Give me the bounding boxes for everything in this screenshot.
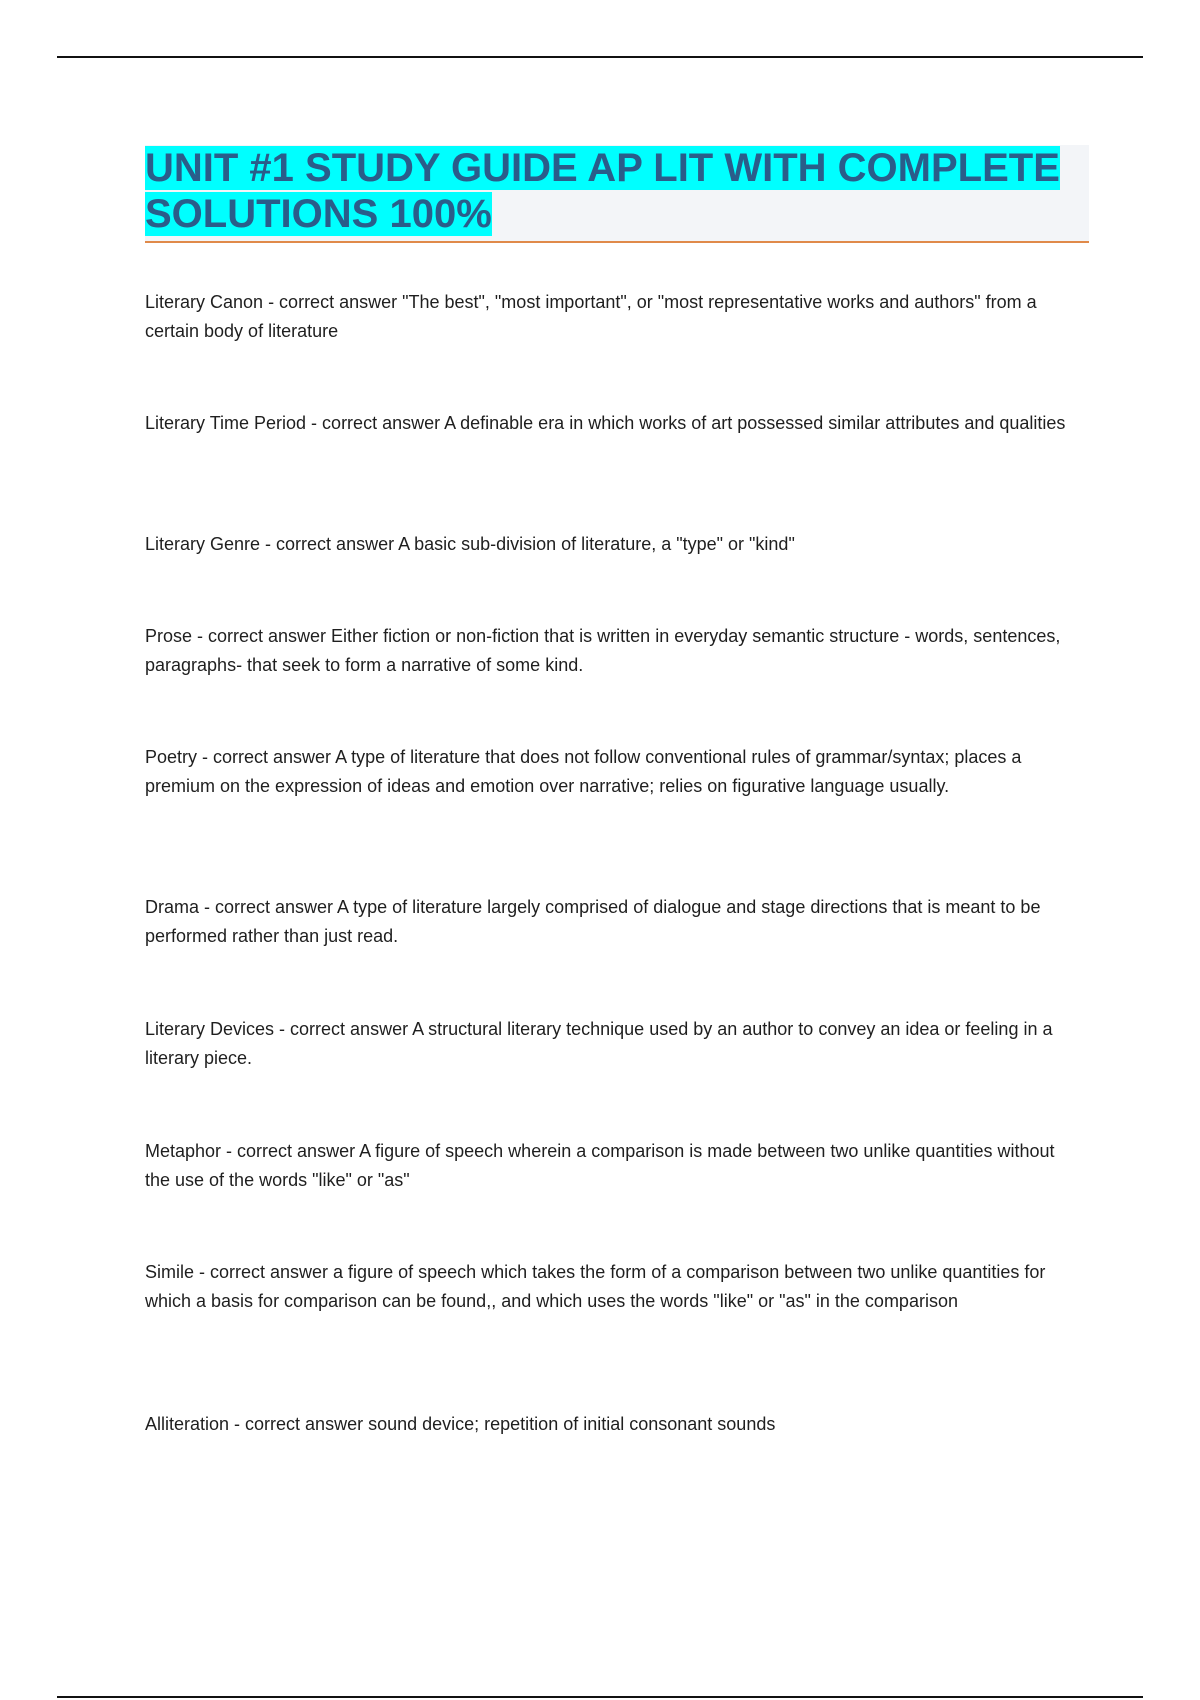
entry-literary-genre: Literary Genre - correct answer A basic sub-division of literature, a "type" or "kind" bbox=[145, 534, 795, 554]
entry-metaphor: Metaphor - correct answer A figure of speech wherein a comparison is made between two unlike quantities without the use of the words "like" or "as" bbox=[145, 1141, 1055, 1190]
entry-literary-devices: Literary Devices - correct answer A structural literary technique used by an author to convey an idea or feeling in a literary piece. bbox=[145, 1019, 1053, 1068]
entry-prose: Prose - correct answer Either fiction or non-fiction that is written in everyday semantic structure - words, sentences, paragraphs- that seek to form a narrative of some kind. bbox=[145, 626, 1061, 675]
entry-literary-canon: Literary Canon - correct answer "The best", "most important", or "most representative works and authors" from a certain body of literature bbox=[145, 292, 1037, 341]
entry-simile: Simile - correct answer a figure of speech which takes the form of a comparison between two unlike quantities for which a basis for comparison can be found,, and which uses the words "like" or "as" in the comparison bbox=[145, 1262, 1046, 1311]
document-title-text: UNIT #1 STUDY GUIDE AP LIT WITH COMPLETE SOLUTIONS 100% bbox=[145, 146, 1060, 236]
page-bottom-rule bbox=[57, 1696, 1143, 1698]
document-title bbox=[145, 145, 1075, 237]
title-block bbox=[145, 145, 1089, 243]
entry-alliteration: Alliteration - correct answer sound device; repetition of initial consonant sounds bbox=[145, 1414, 776, 1434]
entry-literary-time-period: Literary Time Period - correct answer A definable era in which works of art possessed similar attributes and qualities bbox=[145, 413, 1066, 433]
entry-drama: Drama - correct answer A type of literature largely comprised of dialogue and stage directions that is meant to be performed rather than just read. bbox=[145, 897, 1041, 946]
page-top-rule bbox=[57, 56, 1143, 58]
entry-poetry: Poetry - correct answer A type of literature that does not follow conventional rules of grammar/syntax; places a premium on the expression of ideas and emotion over narrative; relies on figurative language usually. bbox=[145, 747, 1022, 796]
